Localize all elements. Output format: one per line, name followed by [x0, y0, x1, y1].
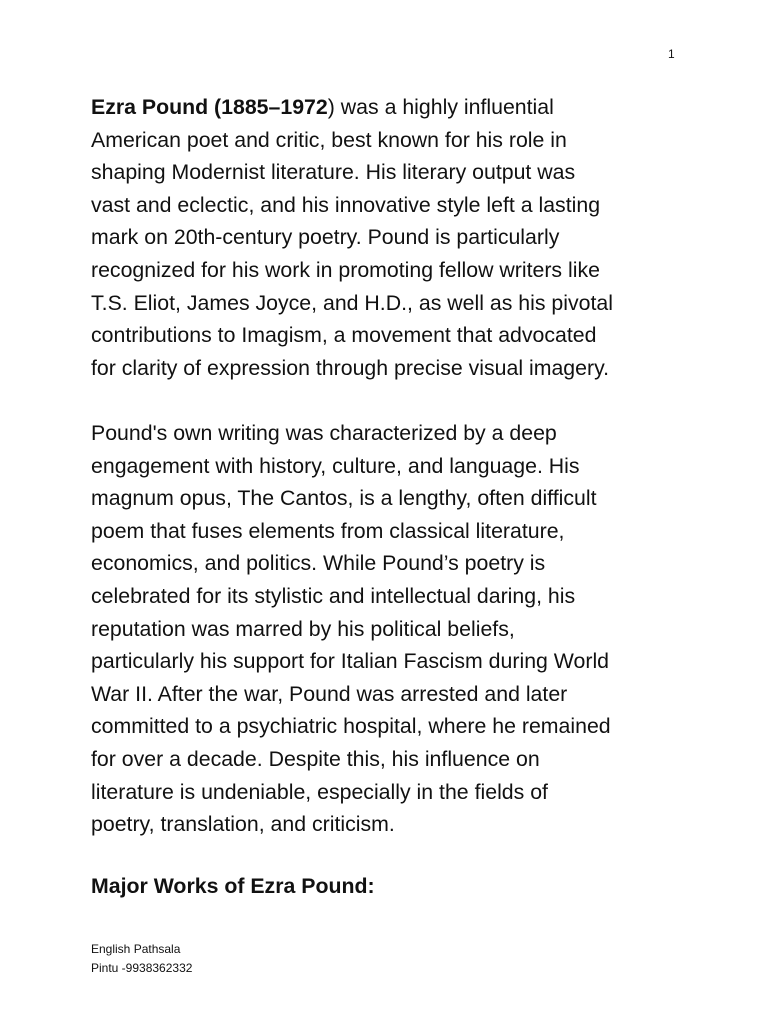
paragraph-line: poem that fuses elements from classical literature, [91, 518, 565, 543]
page-footer [91, 940, 192, 978]
paragraph-line: War II. After the war, Pound was arrested and later [91, 681, 568, 706]
paragraph-line: for clarity of expression through precise visual imagery. [91, 355, 610, 380]
footer-contact: Pintu -9938362332 [91, 961, 193, 975]
paragraph-line: contributions to Imagism, a movement that advocated [91, 323, 597, 348]
paragraph-line: committed to a psychiatric hospital, where he remained [91, 714, 611, 739]
section-heading: Major Works of Ezra Pound: [91, 874, 375, 898]
subject-name-bold: Ezra Pound (1885–1972 [91, 95, 328, 119]
paragraph-line: recognized for his work in promoting fellow writers like [91, 257, 600, 282]
paragraph-writing [91, 417, 691, 841]
paragraph-line: shaping Modernist literature. His literary output was [91, 160, 576, 185]
paragraph-line: economics, and politics. While Pound’s poetry is [91, 551, 546, 576]
paragraph-line: magnum opus, The Cantos, is a lengthy, often difficult [91, 486, 597, 511]
paragraph-line: celebrated for its stylistic and intellectual daring, his [91, 583, 576, 608]
footer-brand: English Pathsala [91, 942, 181, 956]
paragraph-line: mark on 20th-century poetry. Pound is particularly [91, 225, 560, 250]
paragraph-line: T.S. Eliot, James Joyce, and H.D., as well as his pivotal [91, 290, 613, 315]
paragraph-text: ) was a highly influential [327, 95, 554, 119]
paragraph-line: for over a decade. Despite this, his influence on [91, 746, 540, 771]
paragraph-line: engagement with history, culture, and language. His [91, 453, 580, 478]
paragraph-line: particularly his support for Italian Fascism during World [91, 649, 610, 674]
page-number: 1 [668, 47, 675, 61]
paragraph-line: poetry, translation, and criticism. [91, 812, 395, 837]
paragraph-line: vast and eclectic, and his innovative style left a lasting [91, 192, 601, 217]
paragraph-line [91, 91, 691, 124]
paragraph-line: reputation was marred by his political beliefs, [91, 616, 515, 641]
paragraph-line: Pound's own writing was characterized by a deep [91, 421, 557, 445]
paragraph-intro [91, 91, 691, 384]
paragraph-line: American poet and critic, best known for his role in [91, 127, 567, 152]
paragraph-line: literature is undeniable, especially in the fields of [91, 779, 548, 804]
